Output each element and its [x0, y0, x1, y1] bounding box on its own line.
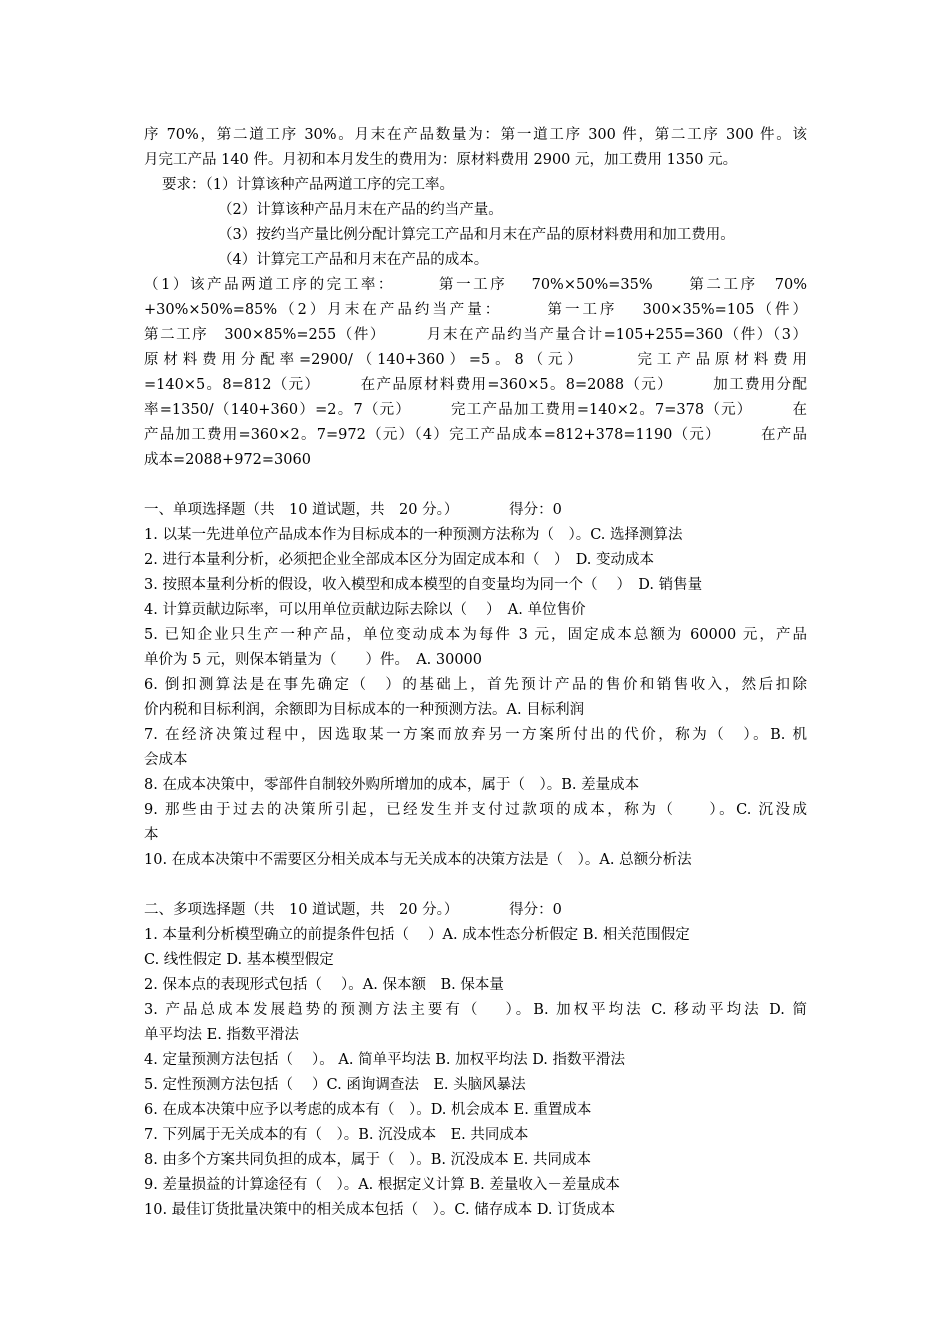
question-line: 9. 那些由于过去的决策所引起，已经发生并支付过款项的成本，称为（ ）。C. 沉没成 [144, 802, 807, 818]
question-line: 3. 产品总成本发展趋势的预测方法主要有（ ）。B. 加权平均法 C. 移动平均法 D. 简 [144, 1002, 807, 1018]
requirement-item: （3）按约当产量比例分配计算完工产品和月末在产品的原材料费用和加工费用。 [218, 227, 735, 243]
question-line: C. 线性假定 D. 基本模型假定 [144, 952, 334, 968]
question-line: 5. 定性预测方法包括（ ）C. 函询调查法 E. 头脑风暴法 [144, 1077, 526, 1093]
question-line: 5. 已知企业只生产一种产品，单位变动成本为每件 3 元，固定成本总额为 60000 元，产品 [144, 627, 807, 643]
answer-line: 成本=2088+972=3060 [144, 452, 311, 468]
requirement-item: （2）计算该种产品月末在产品的约当产量。 [218, 202, 503, 218]
answer-line: =140×5。8=812（元） 在产品原材料费用=360×5。8=2088（元） 加工费用分配 [144, 377, 807, 393]
question-line: 4. 计算贡献边际率，可以用单位贡献边际去除以（ ） A. 单位售价 [144, 602, 586, 618]
question-line: 1. 以某一先进单位产品成本作为目标成本的一种预测方法称为（ ）。C. 选择测算法 [144, 527, 683, 543]
question-line: 7. 在经济决策过程中，因选取某一方案而放弃另一方案所付出的代价，称为（ ）。B. 机 [144, 727, 807, 743]
question-line: 3. 按照本量利分析的假设，收入模型和成本模型的自变量均为同一个（ ） D. 销售量 [144, 577, 703, 593]
question-line: 本 [144, 827, 159, 843]
question-line: 1. 本量利分析模型确立的前提条件包括（ ）A. 成本性态分析假定 B. 相关范围假定 [144, 927, 690, 943]
question-line: 8. 在成本决策中，零部件自制较外购所增加的成本，属于（ ）。B. 差量成本 [144, 777, 640, 793]
question-line: 2. 进行本量利分析，必须把企业全部成本区分为固定成本和（ ） D. 变动成本 [144, 552, 655, 568]
answer-line: 原材料费用分配率=2900/（140+360）=5。8（元） 完工产品原材料费用 [144, 352, 807, 368]
section-header-multiple-choice: 二、多项选择题（共 10 道试题，共 20 分。） 得分：0 [144, 902, 562, 918]
answer-line: 第二工序 300×85%=255（件） 月末在产品约当产量合计=105+255=360（件）（3） [144, 327, 807, 343]
question-line: 10. 在成本决策中不需要区分相关成本与无关成本的决策方法是（ ）。A. 总额分析法 [144, 852, 692, 868]
requirements-title: 要求：（1）计算该种产品两道工序的完工率。 [162, 177, 454, 193]
question-line: 7. 下列属于无关成本的有（ ）。B. 沉没成本 E. 共同成本 [144, 1127, 529, 1143]
question-line: 2. 保本点的表现形式包括（ ）。A. 保本额 B. 保本量 [144, 977, 504, 993]
question-line: 单平均法 E. 指数平滑法 [144, 1027, 299, 1043]
question-line: 10. 最佳订货批量决策中的相关成本包括（ ）。C. 储存成本 D. 订货成本 [144, 1202, 616, 1218]
answer-line: 产品加工费用=360×2。7=972（元）（4）完工产品成本=812+378=1190（元） 在产品 [144, 427, 807, 443]
question-line: 会成本 [144, 752, 188, 768]
question-line: 单价为 5 元，则保本销量为（ ）件。 A. 30000 [144, 652, 483, 668]
question-line: 9. 差量损益的计算途径有（ ）。A. 根据定义计算 B. 差量收入－差量成本 [144, 1177, 620, 1193]
question-line: 4. 定量预测方法包括（ ）。 A. 简单平均法 B. 加权平均法 D. 指数平滑法 [144, 1052, 626, 1068]
answer-line: （1）该产品两道工序的完工率： 第一工序 70%×50%=35% 第二工序 70% [144, 277, 807, 293]
requirement-item: （4）计算完工产品和月末在产品的成本。 [218, 252, 489, 268]
question-line: 6. 在成本决策中应予以考虑的成本有（ ）。D. 机会成本 E. 重置成本 [144, 1102, 592, 1118]
question-line: 8. 由多个方案共同负担的成本，属于（ ）。B. 沉没成本 E. 共同成本 [144, 1152, 591, 1168]
section-header-single-choice: 一、单项选择题（共 10 道试题，共 20 分。） 得分：0 [144, 502, 562, 518]
answer-line: +30%×50%=85%（2）月末在产品约当产量： 第一工序 300×35%=105（件） [144, 302, 807, 318]
problem-line: 月完工产品 140 件。月初和本月发生的费用为：原材料费用 2900 元，加工费用 1350 元。 [144, 152, 738, 168]
problem-line: 序 70%，第二道工序 30%。月末在产品数量为：第一道工序 300 件，第二工序 300 件。该 [144, 127, 807, 143]
answer-line: 率=1350/（140+360）=2。7（元） 完工产品加工费用=140×2。7=378（元） 在 [144, 402, 807, 418]
question-line: 6. 倒扣测算法是在事先确定（ ）的基础上，首先预计产品的售价和销售收入，然后扣除 [144, 677, 807, 693]
question-line: 价内税和目标利润，余额即为目标成本的一种预测方法。A. 目标利润 [144, 702, 585, 718]
